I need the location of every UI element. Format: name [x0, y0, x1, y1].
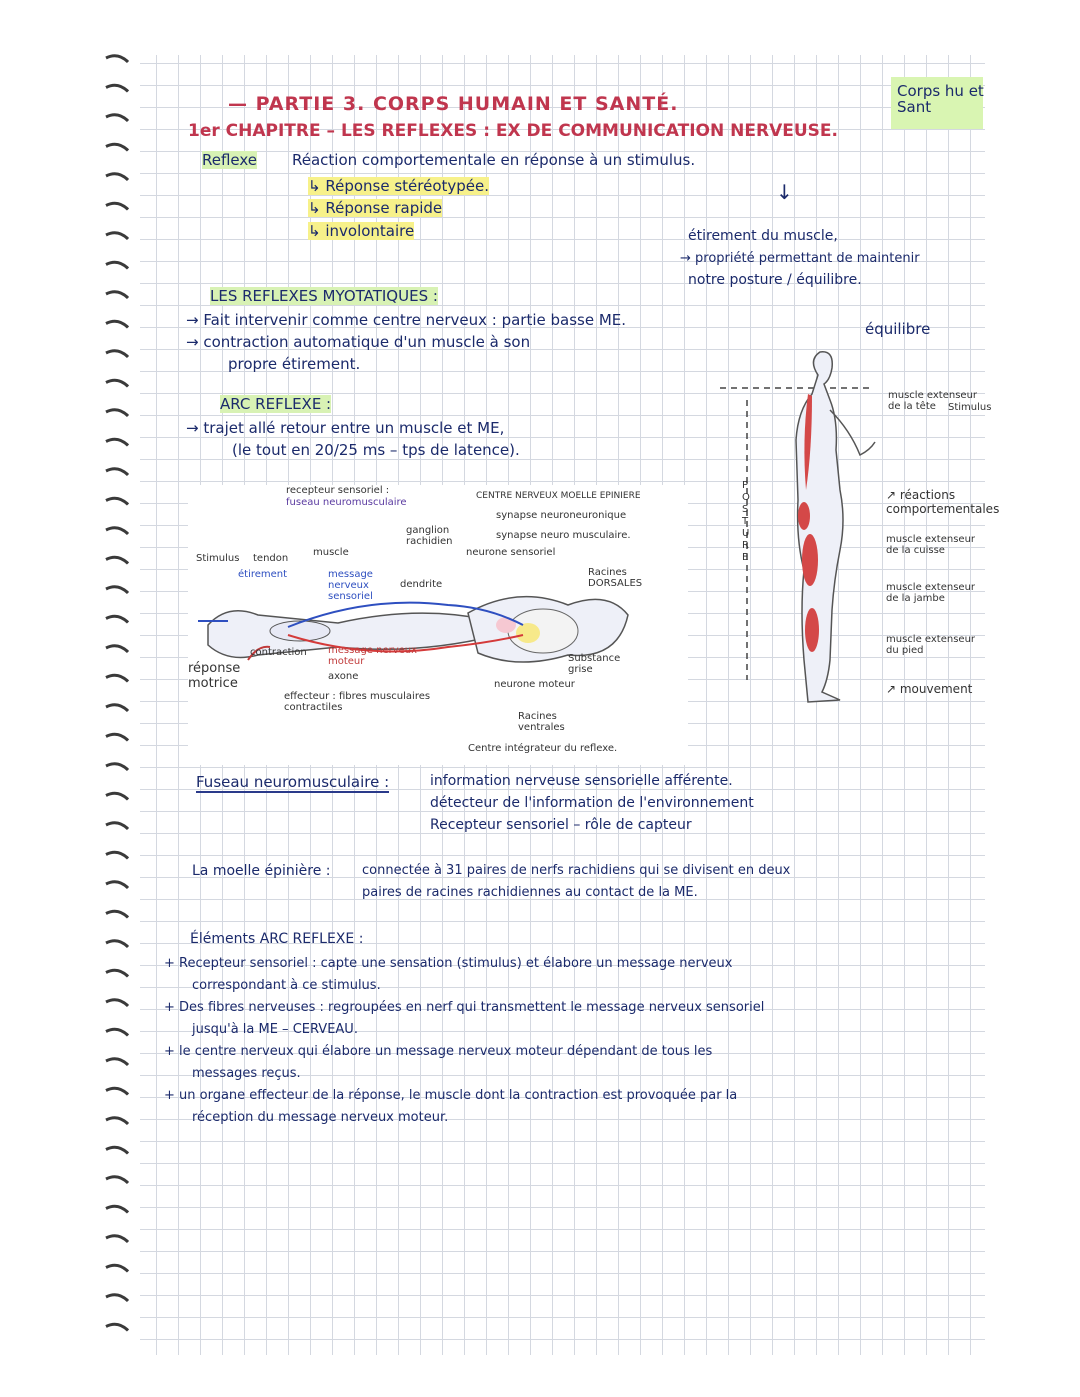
- note-line-2: → propriété permettant de maintenir: [680, 251, 920, 266]
- arc-line-2: (le tout en 20/25 ms – tps de latence).: [232, 441, 520, 459]
- fuseau-line-3: Recepteur sensoriel – rôle de capteur: [430, 817, 692, 833]
- label-substance: Substance grise: [568, 653, 621, 675]
- label-effecteur: effecteur : fibres musculaires contractiles: [284, 691, 431, 713]
- label-fuseau: fuseau neuromusculaire: [286, 497, 407, 508]
- element-line: + Des fibres nerveuses : regroupées en nerf qui transmettent le message nerveux sensoriel: [164, 1000, 765, 1015]
- element-line: + Recepteur sensoriel : capte une sensation (stimulus) et élabore un message nerveux: [164, 956, 733, 971]
- partie-title: — PARTIE 3. CORPS HUMAIN ET SANTÉ.: [228, 93, 679, 115]
- label-recepteur: recepteur sensoriel :: [286, 485, 390, 496]
- spiral-binding: [0, 0, 140, 1397]
- element-line: messages reçus.: [192, 1066, 301, 1081]
- element-line: réception du message nerveux moteur.: [192, 1110, 449, 1125]
- moelle-line-1: connectée à 31 paires de nerfs rachidiens qui se divisent en deux: [362, 863, 791, 878]
- label-message-moteur: message nerveux moteur: [328, 645, 418, 667]
- myotatiques-title: LES REFLEXES MYOTATIQUES :: [210, 287, 438, 305]
- label-jambe: muscle extenseur de la jambe: [886, 582, 976, 604]
- label-neurone-sensoriel: neurone sensoriel: [466, 547, 556, 558]
- fuseau-line-1: information nerveuse sensorielle afférente.: [430, 773, 733, 789]
- label-message-sensoriel: message nerveux sensoriel: [328, 569, 373, 602]
- myotatiques-line-1: → Fait intervenir comme centre nerveux : partie basse ME.: [186, 311, 627, 329]
- label-muscle: muscle: [313, 547, 349, 558]
- moelle-line-2: paires de racines rachidiennes au contact de la ME.: [362, 885, 698, 900]
- label-axone: axone: [328, 671, 359, 682]
- moelle-term: La moelle épinière :: [192, 863, 331, 879]
- notebook-page: [140, 55, 1000, 1355]
- label-synapse-1: synapse neuroneuronique: [496, 510, 627, 521]
- label-body-stimulus: Stimulus: [948, 402, 992, 413]
- label-cuisse: muscle extenseur de la cuisse: [886, 534, 976, 556]
- label-neurone-moteur: neurone moteur: [494, 679, 575, 690]
- label-dendrite: dendrite: [400, 579, 443, 590]
- elements-title: Éléments ARC REFLEXE :: [190, 931, 364, 947]
- label-stimulus: Stimulus: [196, 553, 240, 564]
- arc-line-1: → trajet allé retour entre un muscle et ME,: [186, 419, 505, 437]
- tag-text: Corps hu et Sant: [897, 82, 984, 116]
- body-figure: [700, 320, 1000, 760]
- label-synapse-2: synapse neuro musculaire.: [496, 530, 631, 541]
- reflexe-definition: Réaction comportementale en réponse à un stimulus.: [292, 151, 696, 169]
- label-mouvement: ↗ mouvement: [886, 682, 973, 696]
- label-reactions: ↗ réactions comportementales: [886, 488, 1000, 516]
- label-centre-integrateur: Centre intégrateur du reflexe.: [468, 743, 618, 754]
- fuseau-line-2: détecteur de l'information de l'environnement: [430, 795, 754, 811]
- myotatiques-line-3: propre étirement.: [228, 355, 361, 373]
- label-racines-ventrales: Racines ventrales: [518, 711, 565, 733]
- myotatiques-line-2: → contraction automatique d'un muscle à son: [186, 333, 531, 351]
- label-pied: muscle extenseur du pied: [886, 634, 976, 656]
- label-tendon: tendon: [253, 553, 289, 564]
- element-line: + un organe effecteur de la réponse, le muscle dont la contraction est provoquée par la: [164, 1088, 738, 1103]
- arc-title: ARC REFLEXE :: [220, 395, 332, 413]
- note-line-3: notre posture / équilibre.: [688, 272, 862, 288]
- label-etirement: étirement: [238, 569, 288, 580]
- label-contraction: contraction: [250, 647, 307, 658]
- label-posture: POSTURE: [742, 480, 750, 563]
- label-equilibre: équilibre: [865, 320, 931, 338]
- label-reponse: réponse motrice: [188, 661, 241, 691]
- reflex-arc-diagram: [188, 485, 688, 765]
- label-racines-dorsales: Racines DORSALES: [588, 567, 643, 589]
- note-line-1: étirement du muscle,: [688, 228, 838, 244]
- down-arrow: ↓: [776, 180, 793, 204]
- corner-tag: [891, 77, 983, 129]
- reflexe-point-1: ↳ Réponse stéréotypée.: [308, 177, 490, 195]
- label-ganglion: ganglion rachidien: [406, 525, 453, 547]
- element-line: correspondant à ce stimulus.: [192, 978, 381, 993]
- element-line: jusqu'à la ME – CERVEAU.: [192, 1022, 358, 1037]
- elements-list: [164, 953, 964, 1129]
- reflexe-term: Reflexe: [202, 151, 258, 169]
- label-centre: CENTRE NERVEUX MOELLE EPINIERE: [476, 491, 641, 501]
- element-line: + le centre nerveux qui élabore un message nerveux moteur dépendant de tous les: [164, 1044, 713, 1059]
- reflexe-point-2: ↳ Réponse rapide: [308, 199, 443, 217]
- fuseau-term: Fuseau neuromusculaire :: [196, 773, 390, 791]
- chapitre-title: 1er CHAPITRE – LES REFLEXES : EX DE COMMUNICATION NERVEUSE.: [188, 121, 838, 141]
- label-extenseur-tete: muscle extenseur de la tête: [888, 390, 978, 412]
- reflexe-point-3: ↳ involontaire: [308, 222, 415, 240]
